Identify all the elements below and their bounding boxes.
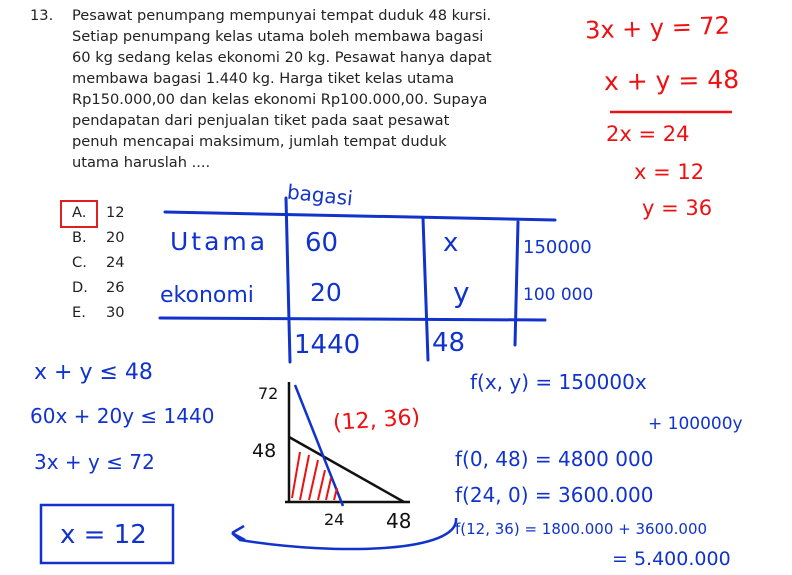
graph-y-label-48: 48: [252, 440, 277, 462]
total-seats: 48: [432, 328, 466, 358]
utama-price: 150000: [523, 237, 592, 258]
ekonomi-price: 100 000: [523, 285, 594, 305]
question-line: Setiap penumpang kelas utama boleh membawa bagasi: [72, 28, 484, 45]
ekonomi-bagasi: 20: [310, 278, 342, 307]
objective-line-4: f(24, 0) = 3600.000: [455, 483, 654, 507]
objective-line-2: + 100000y: [648, 414, 743, 434]
option-value: 26: [106, 279, 125, 296]
question-line: membawa bagasi 1.440 kg. Harga tiket kelas utama: [72, 70, 455, 87]
option-letter: D.: [72, 279, 88, 296]
row-label-utama: Utama: [170, 227, 269, 256]
question-line: penuh mencapai maksimum, jumlah tempat duduk: [72, 133, 447, 150]
graph-x-label-48: 48: [386, 509, 412, 533]
ekonomi-var: y: [453, 276, 470, 309]
option-value: 20: [106, 229, 125, 246]
option-value: 12: [106, 204, 125, 221]
question-line: Rp150.000,00 dan kelas ekonomi Rp100.000,00. Supaya: [72, 91, 488, 108]
total-bagasi: 1440: [294, 330, 361, 360]
utama-bagasi: 60: [305, 228, 339, 258]
option-letter: C.: [72, 254, 87, 271]
question-line: 60 kg sedang kelas ekonomi 20 kg. Pesawat hanya dapat: [72, 49, 492, 66]
red-eq-4: x = 12: [634, 160, 705, 184]
objective-line-3: f(0, 48) = 4800 000: [455, 447, 654, 471]
objective-line-1: f(x, y) = 150000x: [470, 370, 647, 394]
question-line: Pesawat penumpang mempunyai tempat duduk 48 kursi.: [72, 7, 492, 24]
option-value: 24: [106, 254, 125, 271]
question-line: pendapatan dari penjualan tiket pada saat pesawat: [72, 112, 450, 129]
constraint-1: x + y ≤ 48: [34, 360, 153, 385]
constraint-3: 3x + y ≤ 72: [34, 450, 155, 474]
graph-x-label-24: 24: [324, 510, 345, 529]
option-value: 30: [106, 304, 125, 321]
graph-point-label: (12, 36): [332, 404, 421, 437]
red-eq-5: y = 36: [642, 196, 713, 220]
option-letter: B.: [72, 229, 87, 246]
red-eq-1: 3x + y = 72: [584, 11, 731, 45]
utama-var: x: [443, 228, 459, 258]
objective-line-6: = 5.400.000: [612, 548, 731, 570]
table-header-bagasi: bagasi: [285, 179, 354, 211]
option-letter: E.: [72, 304, 86, 321]
red-eq-2: x + y = 48: [603, 64, 740, 97]
final-answer: x = 12: [60, 520, 147, 550]
graph-y-label-72: 72: [258, 384, 279, 403]
question-number: 13.: [30, 7, 54, 24]
red-eq-3: 2x = 24: [606, 122, 690, 146]
option-letter: A.: [72, 204, 87, 221]
constraint-2: 60x + 20y ≤ 1440: [30, 404, 215, 428]
objective-line-5: f(12, 36) = 1800.000 + 3600.000: [455, 520, 708, 538]
question-line: utama haruslah ....: [72, 154, 211, 171]
row-label-ekonomi: ekonomi: [160, 283, 254, 308]
